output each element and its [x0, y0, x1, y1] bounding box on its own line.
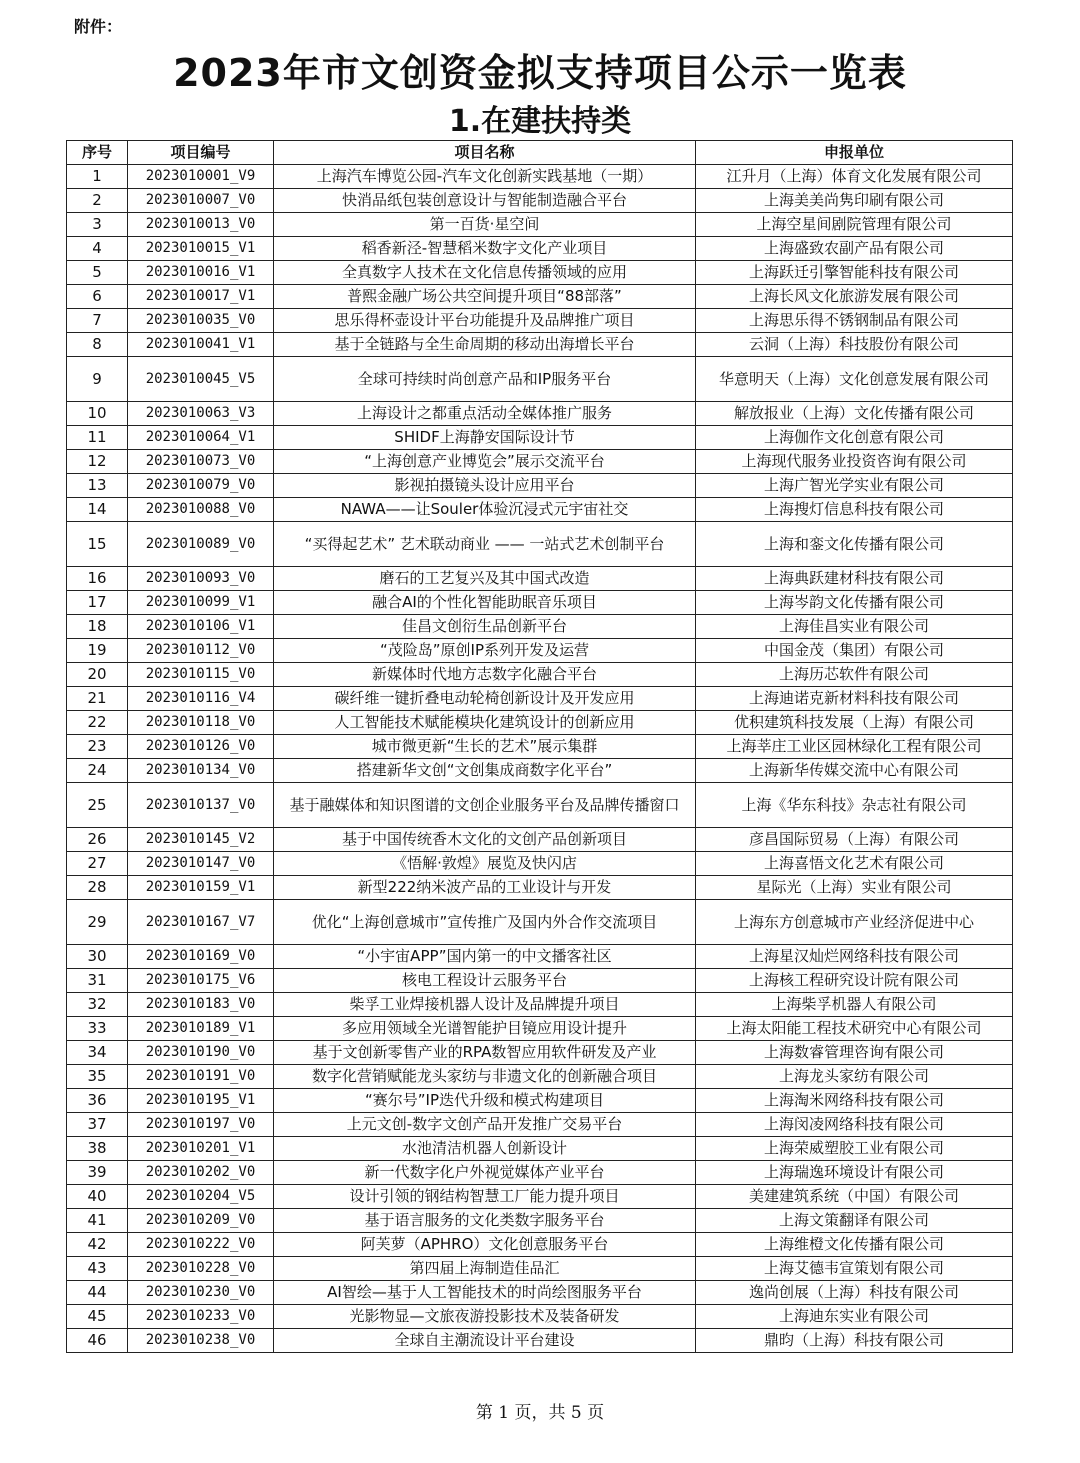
- cell-unit: 上海维橙文化传播有限公司: [696, 1233, 1013, 1257]
- cell-code: 2023010112_V0: [128, 639, 274, 663]
- cell-no: 40: [67, 1185, 128, 1209]
- cell-code: 2023010089_V0: [128, 522, 274, 567]
- cell-name: “买得起艺术” 艺术联动商业 —— 一站式艺术创制平台: [274, 522, 696, 567]
- cell-no: 41: [67, 1209, 128, 1233]
- cell-name: 基于中国传统香木文化的文创产品创新项目: [274, 828, 696, 852]
- cell-unit: 鼎昀（上海）科技有限公司: [696, 1329, 1013, 1353]
- cell-code: 2023010063_V3: [128, 402, 274, 426]
- cell-no: 34: [67, 1041, 128, 1065]
- page-footer: 第 1 页，共 5 页: [475, 1403, 605, 1423]
- cell-code: 2023010209_V0: [128, 1209, 274, 1233]
- cell-no: 5: [67, 261, 128, 285]
- cell-name: 柴孚工业焊接机器人设计及品牌提升项目: [274, 993, 696, 1017]
- cell-name: 融合AI的个性化智能助眠音乐项目: [274, 591, 696, 615]
- cell-no: 42: [67, 1233, 128, 1257]
- cell-code: 2023010191_V0: [128, 1065, 274, 1089]
- table-row: [67, 1065, 1013, 1089]
- cell-code: 2023010201_V1: [128, 1137, 274, 1161]
- cell-no: 18: [67, 615, 128, 639]
- table-row: [67, 522, 1013, 567]
- cell-no: 6: [67, 285, 128, 309]
- table-row: [67, 402, 1013, 426]
- cell-no: 20: [67, 663, 128, 687]
- table-row: [67, 1305, 1013, 1329]
- cell-no: 7: [67, 309, 128, 333]
- cell-name: 阿芙萝（APHRO）文化创意服务平台: [274, 1233, 696, 1257]
- cell-no: 31: [67, 969, 128, 993]
- project-table: [66, 140, 1013, 1353]
- cell-code: 2023010088_V0: [128, 498, 274, 522]
- cell-code: 2023010197_V0: [128, 1113, 274, 1137]
- cell-name: 基于融媒体和知识图谱的文创企业服务平台及品牌传播窗口: [274, 783, 696, 828]
- cell-no: 4: [67, 237, 128, 261]
- cell-name: 基于文创新零售产业的RPA数智应用软件研发及产业: [274, 1041, 696, 1065]
- cell-unit: 上海美美尚隽印刷有限公司: [696, 189, 1013, 213]
- cell-code: 2023010145_V2: [128, 828, 274, 852]
- table-row: [67, 1281, 1013, 1305]
- cell-unit: 上海《华东科技》杂志社有限公司: [696, 783, 1013, 828]
- cell-name: 全球自主潮流设计平台建设: [274, 1329, 696, 1353]
- attachment-label: 附件：: [74, 17, 123, 36]
- header-no: 序号: [67, 141, 128, 165]
- cell-no: 9: [67, 357, 128, 402]
- cell-no: 17: [67, 591, 128, 615]
- table-row: [67, 663, 1013, 687]
- cell-unit: 华意明天（上海）文化创意发展有限公司: [696, 357, 1013, 402]
- cell-no: 8: [67, 333, 128, 357]
- cell-code: 2023010195_V1: [128, 1089, 274, 1113]
- cell-name: 城市微更新“生长的艺术”展示集群: [274, 735, 696, 759]
- cell-no: 37: [67, 1113, 128, 1137]
- cell-no: 45: [67, 1305, 128, 1329]
- cell-name: NAWA——让Souler体验沉浸式元宇宙社交: [274, 498, 696, 522]
- cell-no: 32: [67, 993, 128, 1017]
- table-row: [67, 1041, 1013, 1065]
- table-row: [67, 1089, 1013, 1113]
- table-row: [67, 993, 1013, 1017]
- header-code: 项目编号: [128, 141, 274, 165]
- cell-unit: 上海广智光学实业有限公司: [696, 474, 1013, 498]
- table-row: [67, 711, 1013, 735]
- cell-code: 2023010041_V1: [128, 333, 274, 357]
- cell-unit: 上海核工程研究设计院有限公司: [696, 969, 1013, 993]
- table-row: [67, 639, 1013, 663]
- cell-no: 14: [67, 498, 128, 522]
- cell-no: 3: [67, 213, 128, 237]
- cell-unit: 上海迪诺克新材料科技有限公司: [696, 687, 1013, 711]
- table-row: [67, 1209, 1013, 1233]
- cell-name: 第四届上海制造佳品汇: [274, 1257, 696, 1281]
- cell-no: 35: [67, 1065, 128, 1089]
- cell-unit: 上海淘米网络科技有限公司: [696, 1089, 1013, 1113]
- cell-no: 10: [67, 402, 128, 426]
- cell-unit: 上海空星间剧院管理有限公司: [696, 213, 1013, 237]
- cell-name: 优化“上海创意城市”宣传推广及国内外合作交流项目: [274, 900, 696, 945]
- table-row: [67, 591, 1013, 615]
- cell-unit: 上海文策翻译有限公司: [696, 1209, 1013, 1233]
- table-row: [67, 1233, 1013, 1257]
- cell-no: 43: [67, 1257, 128, 1281]
- cell-code: 2023010159_V1: [128, 876, 274, 900]
- cell-unit: 逸尚创展（上海）科技有限公司: [696, 1281, 1013, 1305]
- cell-unit: 上海伽作文化创意有限公司: [696, 426, 1013, 450]
- cell-code: 2023010230_V0: [128, 1281, 274, 1305]
- cell-name: “赛尔号”IP迭代升级和模式构建项目: [274, 1089, 696, 1113]
- table-row: [67, 1137, 1013, 1161]
- cell-code: 2023010116_V4: [128, 687, 274, 711]
- cell-code: 2023010079_V0: [128, 474, 274, 498]
- table-row: [67, 1017, 1013, 1041]
- cell-code: 2023010169_V0: [128, 945, 274, 969]
- cell-name: 核电工程设计云服务平台: [274, 969, 696, 993]
- cell-name: 影视拍摄镜头设计应用平台: [274, 474, 696, 498]
- table-row: [67, 426, 1013, 450]
- cell-unit: 上海喜悟文化艺术有限公司: [696, 852, 1013, 876]
- table-row: [67, 450, 1013, 474]
- cell-code: 2023010147_V0: [128, 852, 274, 876]
- table-header-row: [67, 141, 1013, 165]
- cell-unit: 美建建筑系统（中国）有限公司: [696, 1185, 1013, 1209]
- table-row: [67, 357, 1013, 402]
- cell-name: 《悟解·敦煌》展览及快闪店: [274, 852, 696, 876]
- cell-code: 2023010001_V9: [128, 165, 274, 189]
- cell-unit: 上海和銮文化传播有限公司: [696, 522, 1013, 567]
- cell-unit: 上海荣威塑胶工业有限公司: [696, 1137, 1013, 1161]
- cell-name: 快消品纸包装创意设计与智能制造融合平台: [274, 189, 696, 213]
- cell-no: 1: [67, 165, 128, 189]
- cell-name: 全球可持续时尚创意产品和IP服务平台: [274, 357, 696, 402]
- table-row: [67, 189, 1013, 213]
- cell-name: 新型222纳米波产品的工业设计与开发: [274, 876, 696, 900]
- cell-code: 2023010202_V0: [128, 1161, 274, 1185]
- cell-unit: 解放报业（上海）文化传播有限公司: [696, 402, 1013, 426]
- page-title: 2023年市文创资金拟支持项目公示一览表: [173, 51, 907, 95]
- table-row: [67, 1329, 1013, 1353]
- cell-unit: 上海艾德韦宣策划有限公司: [696, 1257, 1013, 1281]
- cell-no: 24: [67, 759, 128, 783]
- cell-code: 2023010126_V0: [128, 735, 274, 759]
- cell-code: 2023010064_V1: [128, 426, 274, 450]
- header-name: 项目名称: [274, 141, 696, 165]
- cell-no: 38: [67, 1137, 128, 1161]
- cell-code: 2023010035_V0: [128, 309, 274, 333]
- cell-name: 设计引领的钢结构智慧工厂能力提升项目: [274, 1185, 696, 1209]
- cell-no: 21: [67, 687, 128, 711]
- cell-unit: 江升月（上海）体育文化发展有限公司: [696, 165, 1013, 189]
- cell-unit: 上海新华传媒交流中心有限公司: [696, 759, 1013, 783]
- table-row: [67, 876, 1013, 900]
- cell-name: 稻香新泾-智慧稻米数字文化产业项目: [274, 237, 696, 261]
- cell-no: 29: [67, 900, 128, 945]
- cell-code: 2023010137_V0: [128, 783, 274, 828]
- table-row: [67, 498, 1013, 522]
- cell-unit: 上海典跃建材科技有限公司: [696, 567, 1013, 591]
- cell-no: 2: [67, 189, 128, 213]
- cell-no: 27: [67, 852, 128, 876]
- cell-code: 2023010204_V5: [128, 1185, 274, 1209]
- cell-unit: 中国金茂（集团）有限公司: [696, 639, 1013, 663]
- cell-unit: 优积建筑科技发展（上海）有限公司: [696, 711, 1013, 735]
- table-row: [67, 783, 1013, 828]
- section-subtitle: 1.在建扶持类: [448, 104, 632, 139]
- cell-no: 25: [67, 783, 128, 828]
- cell-no: 44: [67, 1281, 128, 1305]
- table-row: [67, 1257, 1013, 1281]
- cell-no: 46: [67, 1329, 128, 1353]
- cell-no: 13: [67, 474, 128, 498]
- table-row: [67, 567, 1013, 591]
- cell-unit: 上海柴孚机器人有限公司: [696, 993, 1013, 1017]
- table-row: [67, 900, 1013, 945]
- cell-code: 2023010106_V1: [128, 615, 274, 639]
- cell-code: 2023010099_V1: [128, 591, 274, 615]
- cell-name: “茂险岛”原创IP系列开发及运营: [274, 639, 696, 663]
- cell-code: 2023010013_V0: [128, 213, 274, 237]
- cell-name: 人工智能技术赋能模块化建筑设计的创新应用: [274, 711, 696, 735]
- cell-unit: 上海佳昌实业有限公司: [696, 615, 1013, 639]
- table-row: [67, 165, 1013, 189]
- table-row: [67, 852, 1013, 876]
- cell-no: 19: [67, 639, 128, 663]
- cell-no: 12: [67, 450, 128, 474]
- cell-no: 26: [67, 828, 128, 852]
- table-row: [67, 1161, 1013, 1185]
- cell-name: 碳纤维一键折叠电动轮椅创新设计及开发应用: [274, 687, 696, 711]
- cell-name: “上海创意产业博览会”展示交流平台: [274, 450, 696, 474]
- table-row: [67, 687, 1013, 711]
- cell-unit: 上海迪东实业有限公司: [696, 1305, 1013, 1329]
- cell-name: 多应用领域全光谱智能护目镜应用设计提升: [274, 1017, 696, 1041]
- cell-code: 2023010167_V7: [128, 900, 274, 945]
- cell-unit: 上海跃迁引擎智能科技有限公司: [696, 261, 1013, 285]
- cell-code: 2023010016_V1: [128, 261, 274, 285]
- cell-code: 2023010073_V0: [128, 450, 274, 474]
- cell-code: 2023010238_V0: [128, 1329, 274, 1353]
- table-row: [67, 828, 1013, 852]
- cell-code: 2023010045_V5: [128, 357, 274, 402]
- cell-unit: 上海太阳能工程技术研究中心有限公司: [696, 1017, 1013, 1041]
- cell-name: 普熙金融广场公共空间提升项目“88部落”: [274, 285, 696, 309]
- table-row: [67, 1113, 1013, 1137]
- cell-name: 搭建新华文创“文创集成商数字化平台”: [274, 759, 696, 783]
- cell-no: 30: [67, 945, 128, 969]
- cell-unit: 上海莘庄工业区园林绿化工程有限公司: [696, 735, 1013, 759]
- table-row: [67, 237, 1013, 261]
- cell-no: 33: [67, 1017, 128, 1041]
- cell-name: AI智绘—基于人工智能技术的时尚绘图服务平台: [274, 1281, 696, 1305]
- cell-name: 上海汽车博览公园-汽车文化创新实践基地（一期）: [274, 165, 696, 189]
- cell-unit: 上海岑韵文化传播有限公司: [696, 591, 1013, 615]
- cell-name: 光影物显—文旅夜游投影技术及装备研发: [274, 1305, 696, 1329]
- cell-name: 上元文创-数字文创产品开发推广交易平台: [274, 1113, 696, 1137]
- cell-name: 基于全链路与全生命周期的移动出海增长平台: [274, 333, 696, 357]
- cell-name: 新一代数字化户外视觉媒体产业平台: [274, 1161, 696, 1185]
- cell-unit: 上海星汉灿烂网络科技有限公司: [696, 945, 1013, 969]
- cell-name: SHIDF上海静安国际设计节: [274, 426, 696, 450]
- header-unit: 申报单位: [696, 141, 1013, 165]
- table-row: [67, 309, 1013, 333]
- cell-unit: 上海搜灯信息科技有限公司: [696, 498, 1013, 522]
- cell-unit: 上海东方创意城市产业经济促进中心: [696, 900, 1013, 945]
- cell-name: 佳昌文创衍生品创新平台: [274, 615, 696, 639]
- table-row: [67, 969, 1013, 993]
- cell-code: 2023010093_V0: [128, 567, 274, 591]
- cell-name: 磨石的工艺复兴及其中国式改造: [274, 567, 696, 591]
- table-row: [67, 474, 1013, 498]
- cell-unit: 上海思乐得不锈钢制品有限公司: [696, 309, 1013, 333]
- cell-unit: 上海盛致农副产品有限公司: [696, 237, 1013, 261]
- cell-unit: 上海数睿管理咨询有限公司: [696, 1041, 1013, 1065]
- cell-name: 新媒体时代地方志数字化融合平台: [274, 663, 696, 687]
- table-row: [67, 615, 1013, 639]
- cell-name: 思乐得杯壶设计平台功能提升及品牌推广项目: [274, 309, 696, 333]
- table-row: [67, 213, 1013, 237]
- cell-code: 2023010007_V0: [128, 189, 274, 213]
- cell-no: 39: [67, 1161, 128, 1185]
- cell-code: 2023010118_V0: [128, 711, 274, 735]
- cell-name: 全真数字人技术在文化信息传播领域的应用: [274, 261, 696, 285]
- cell-code: 2023010189_V1: [128, 1017, 274, 1041]
- table-row: [67, 1185, 1013, 1209]
- cell-code: 2023010233_V0: [128, 1305, 274, 1329]
- cell-unit: 上海长风文化旅游发展有限公司: [696, 285, 1013, 309]
- cell-code: 2023010222_V0: [128, 1233, 274, 1257]
- cell-name: 数字化营销赋能龙头家纺与非遗文化的创新融合项目: [274, 1065, 696, 1089]
- cell-unit: 上海瑞逸环境设计有限公司: [696, 1161, 1013, 1185]
- cell-code: 2023010017_V1: [128, 285, 274, 309]
- table-row: [67, 285, 1013, 309]
- cell-code: 2023010115_V0: [128, 663, 274, 687]
- cell-code: 2023010228_V0: [128, 1257, 274, 1281]
- cell-name: “小宇宙APP”国内第一的中文播客社区: [274, 945, 696, 969]
- cell-no: 16: [67, 567, 128, 591]
- cell-unit: 上海现代服务业投资咨询有限公司: [696, 450, 1013, 474]
- cell-no: 23: [67, 735, 128, 759]
- table-row: [67, 261, 1013, 285]
- cell-unit: 星际光（上海）实业有限公司: [696, 876, 1013, 900]
- cell-unit: 上海龙头家纺有限公司: [696, 1065, 1013, 1089]
- cell-code: 2023010190_V0: [128, 1041, 274, 1065]
- cell-no: 11: [67, 426, 128, 450]
- table-row: [67, 945, 1013, 969]
- cell-unit: 上海闵凌网络科技有限公司: [696, 1113, 1013, 1137]
- cell-unit: 彦昌国际贸易（上海）有限公司: [696, 828, 1013, 852]
- cell-no: 36: [67, 1089, 128, 1113]
- cell-code: 2023010134_V0: [128, 759, 274, 783]
- cell-no: 22: [67, 711, 128, 735]
- cell-no: 15: [67, 522, 128, 567]
- cell-code: 2023010175_V6: [128, 969, 274, 993]
- cell-code: 2023010015_V1: [128, 237, 274, 261]
- cell-name: 基于语言服务的文化类数字服务平台: [274, 1209, 696, 1233]
- table-row: [67, 333, 1013, 357]
- cell-code: 2023010183_V0: [128, 993, 274, 1017]
- cell-unit: 云洞（上海）科技股份有限公司: [696, 333, 1013, 357]
- table-row: [67, 735, 1013, 759]
- cell-name: 第一百货·星空间: [274, 213, 696, 237]
- cell-name: 上海设计之都重点活动全媒体推广服务: [274, 402, 696, 426]
- table-row: [67, 759, 1013, 783]
- cell-name: 水池清洁机器人创新设计: [274, 1137, 696, 1161]
- cell-unit: 上海历芯软件有限公司: [696, 663, 1013, 687]
- cell-no: 28: [67, 876, 128, 900]
